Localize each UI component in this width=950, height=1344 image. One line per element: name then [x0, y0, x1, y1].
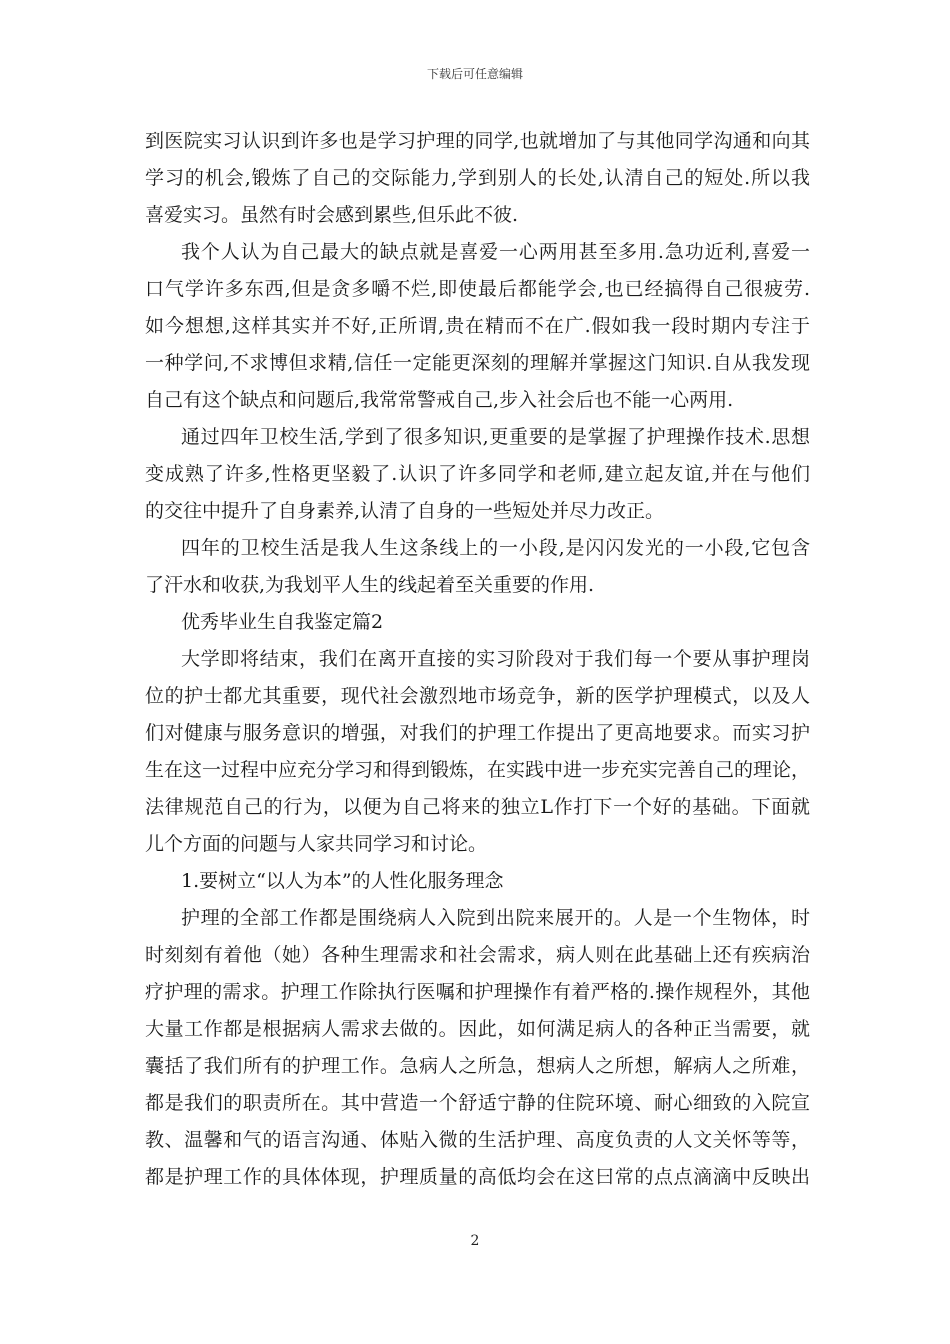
text-line: 们对健康与服务意识的增强，对我们的护理工作提出了更高地要求。而实习护: [145, 722, 810, 744]
text-line: 的交往中提升了自身素养,认清了自身的一些短处并尽力改正。: [145, 500, 665, 522]
text-line: 教、温馨和气的语言沟通、体贴入微的生活护理、高度负责的人文关怀等等，: [145, 1129, 810, 1151]
text-line: 都是护理工作的具体体现，护理质量的高低均会在这曰常的点点滴滴中反映出: [145, 1166, 810, 1188]
text-line: 囊括了我们所有的护理工作。急病人之所急，想病人之所想，解病人之所难，: [145, 1055, 810, 1077]
text-line: 到医院实习认识到许多也是学习护理的同学,也就增加了与其他同学沟通和向其: [145, 130, 810, 152]
text-line: 一种学问,不求博但求精,信任一定能更深刻的理解并掌握这门知识.自从我发现: [145, 352, 810, 374]
text-line: 时刻刻有着他（她）各种生理需求和社会需求，病人则在此基础上还有疾病治: [145, 944, 810, 966]
text-line: 口气学许多东西,但是贪多嚼不烂,即使最后都能学会,也已经搞得自己很疲劳.: [145, 278, 810, 300]
text-line: 法律规范自己的行为，以便为自己将来的独立L作打下一个好的基础。下面就: [145, 796, 810, 818]
text-line: 生在这一过程中应充分学习和得到锻炼，在实践中进一步充实完善自己的理论，: [145, 759, 810, 781]
text-line: 学习的机会,锻炼了自己的交际能力,学到别人的长处,认清自己的短处.所以我: [145, 167, 810, 189]
text-line: 通过四年卫校生活,学到了很多知识,更重要的是掌握了护理操作技术.思想: [181, 426, 810, 448]
text-line: 我个人认为自己最大的缺点就是喜爱一心两用甚至多用.急功近利,喜爱一: [181, 241, 810, 263]
page-number: 2: [470, 1233, 480, 1249]
text-line: 位的护士都尤其重要，现代社会激烈地市场竞争，新的医学护理模式，以及人: [145, 685, 810, 707]
subsection-heading: 1.要树立“以人为本”的人性化服务理念: [181, 870, 504, 892]
page-header: 下载后可任意编辑: [426, 67, 523, 81]
text-line: 如今想想,这样其实并不好,正所谓,贵在精而不在广.假如我一段时期内专注于: [145, 315, 810, 337]
section-heading: 优秀毕业生自我鉴定篇2: [181, 611, 384, 633]
text-line: 疗护理的需求。护理工作除执行医嘱和护理操作有着严格的.操作规程外，其他: [145, 981, 810, 1003]
text-line: 喜爱实习。虽然有时会感到累些,但乐此不彼.: [145, 204, 519, 226]
text-line: 大学即将结束，我们在离开直接的实习阶段对于我们每一个要从事护理岗: [181, 648, 810, 670]
text-line: 都是我们的职责所在。其中营造一个舒适宁静的住院环境、耐心细致的入院宣: [145, 1092, 810, 1114]
text-line: 大量工作都是根据病人需求去做的。因此，如何满足病人的各种正当需要，就: [145, 1018, 810, 1040]
text-line: 儿个方面的问题与人家共同学习和讨论。: [145, 833, 488, 855]
text-line: 变成熟了许多,性格更坚毅了.认识了许多同学和老师,建立起友谊,并在与他们: [145, 463, 810, 485]
text-line: 四年的卫校生活是我人生这条线上的一小段,是闪闪发光的一小段,它包含: [181, 537, 810, 559]
text-line: 自己有这个缺点和问题后,我常常警戒自己,步入社会后也不能一心两用.: [145, 389, 734, 411]
document-body: [145, 123, 810, 1196]
text-line: 护理的全部工作都是围绕病人入院到出院来展开的。人是一个生物体，时: [181, 907, 810, 929]
text-line: 了汗水和收获,为我划平人生的线起着至关重要的作用.: [145, 574, 595, 596]
